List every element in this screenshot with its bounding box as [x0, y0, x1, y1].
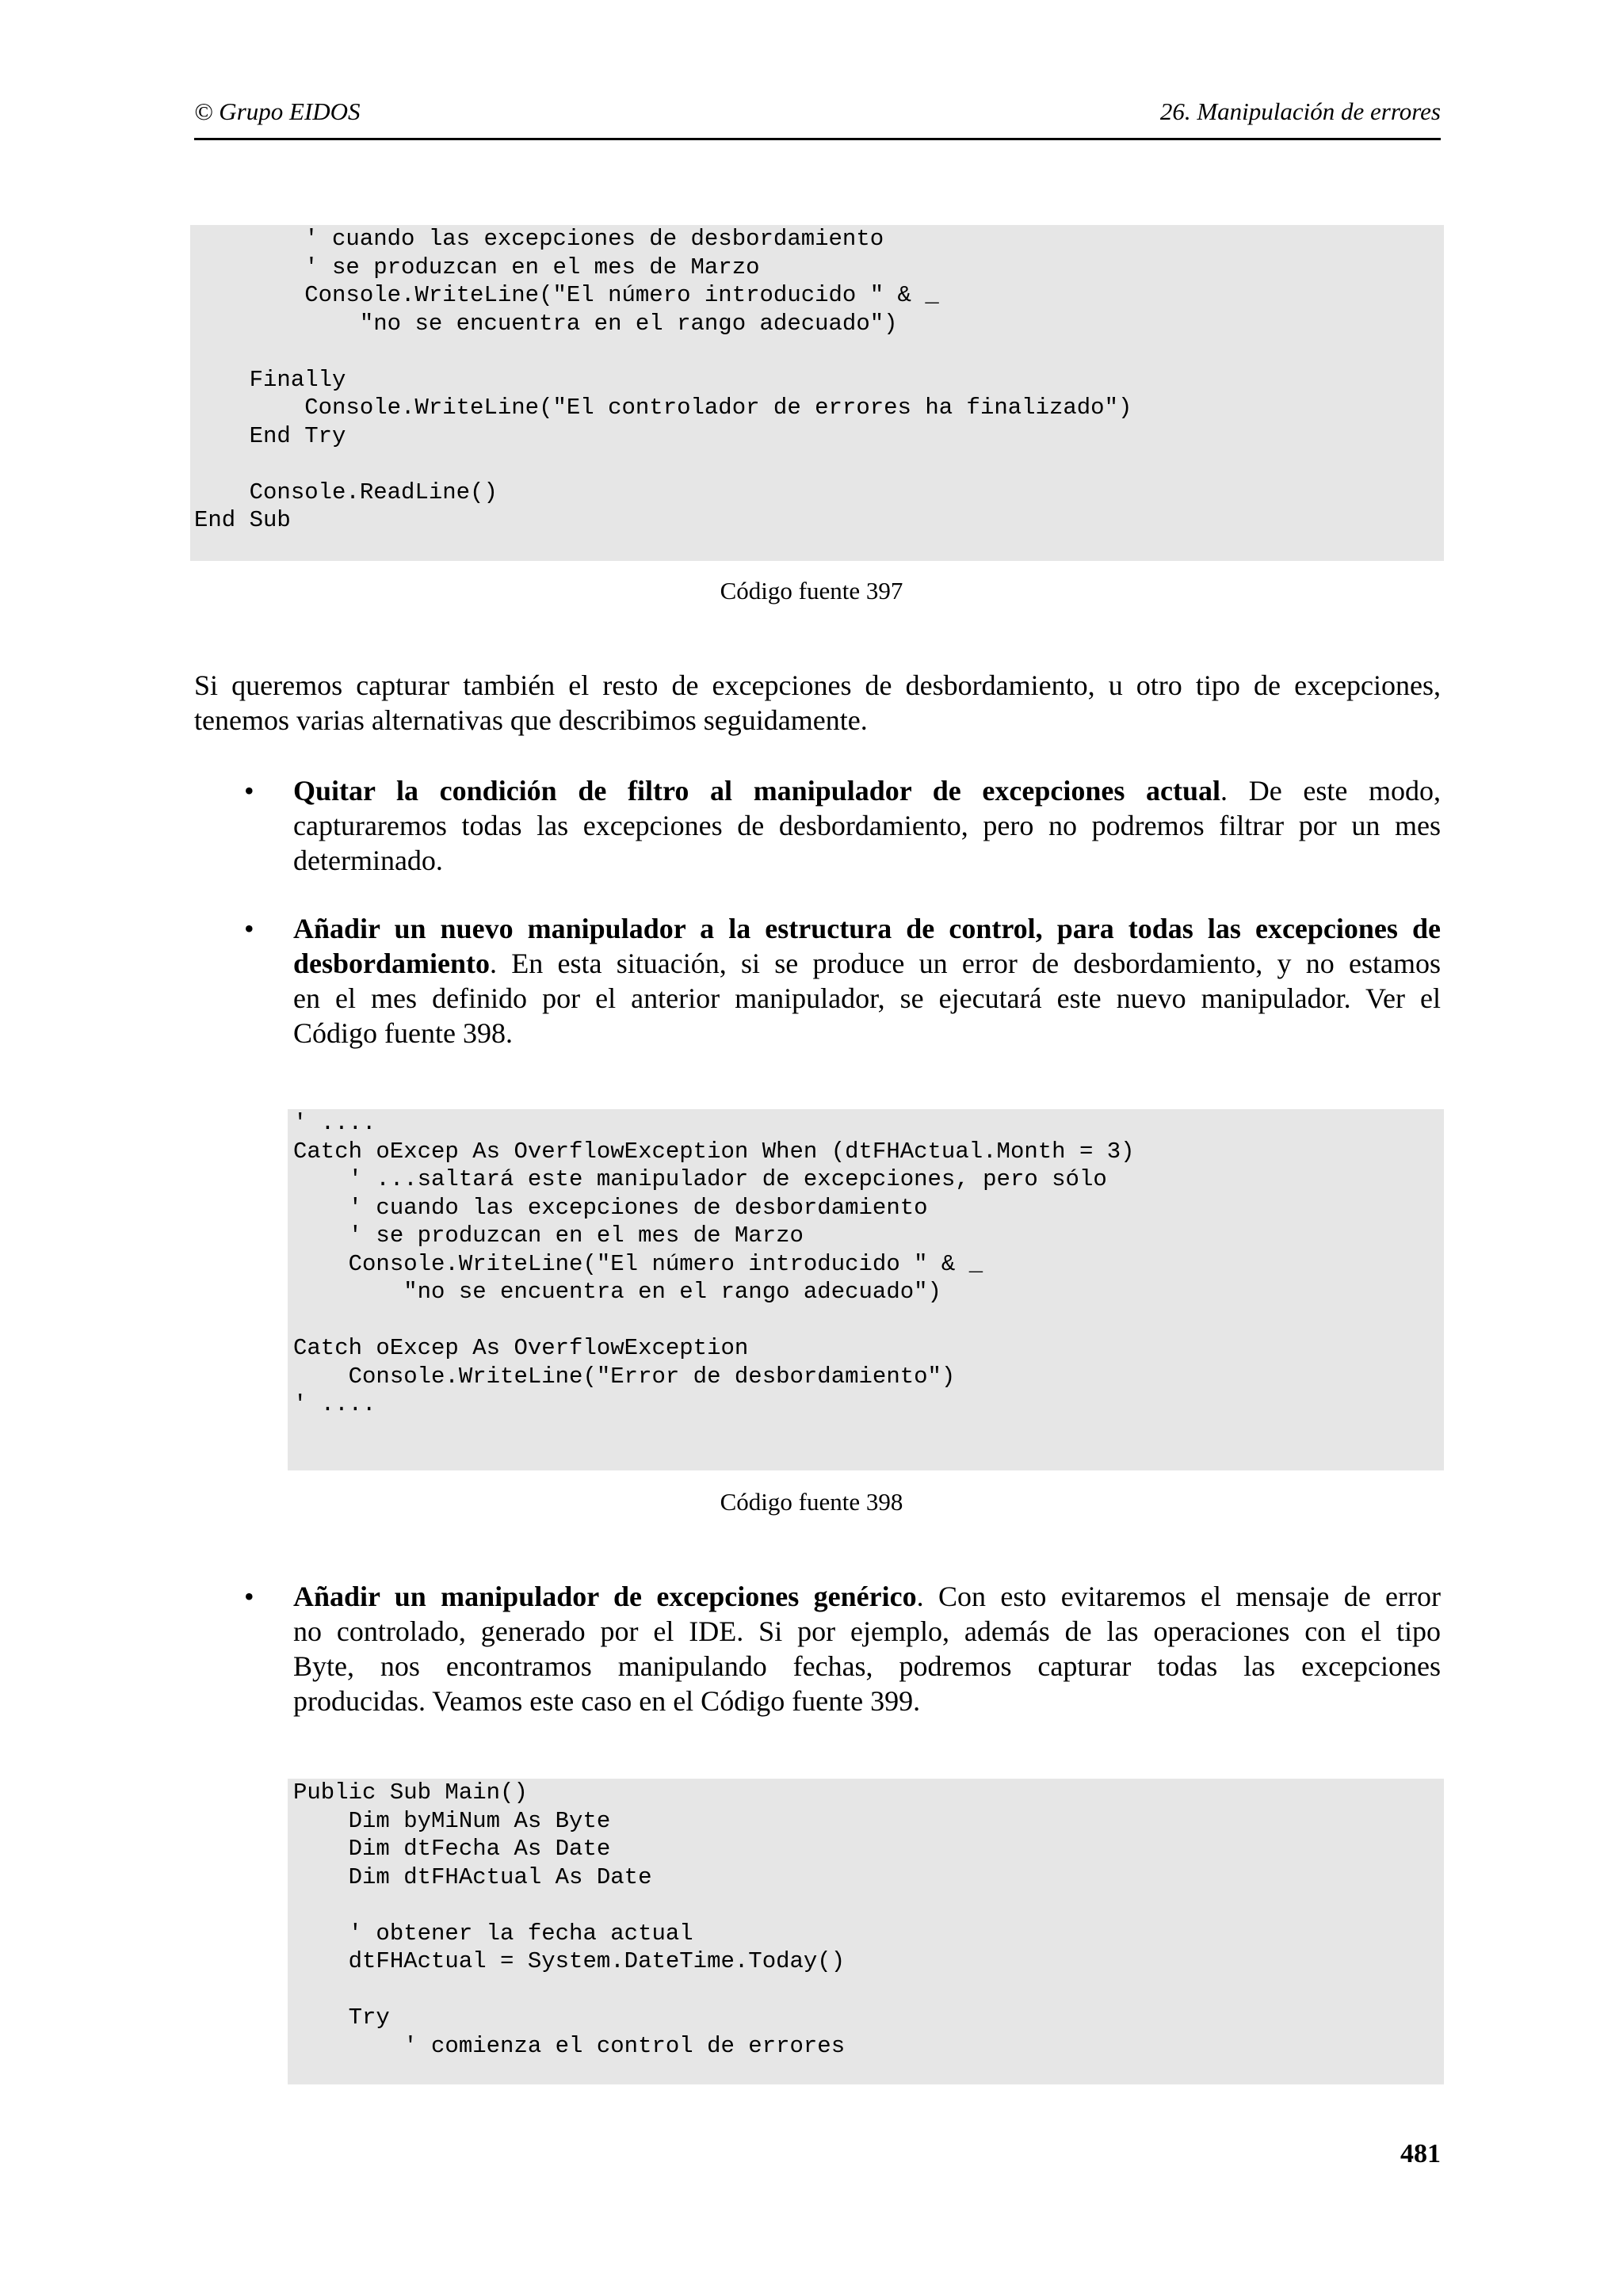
bullet-1-line-1: Quitar la condición de filtro al manipulador de excepciones actual. De este modo, — [293, 775, 1441, 807]
header-publisher: © Grupo EIDOS — [194, 97, 361, 125]
bullet-3-line-1: Añadir un manipulador de excepciones genérico. Con esto evitaremos el mensaje de error — [293, 1581, 1441, 1612]
bullet-3-bold: Añadir un manipulador de excepciones genérico — [293, 1581, 917, 1612]
intro-line-1: Si queremos capturar también el resto de excepciones de desbordamiento, u otro tipo de excepciones, — [194, 669, 1441, 701]
page-header — [194, 93, 1441, 140]
bullet-2-marker: • — [244, 913, 254, 944]
header-chapter-title: 26. Manipulación de errores — [1159, 97, 1441, 125]
code-block-399: Public Sub Main() Dim byMiNum As Byte Dim dtFecha As Date Dim dtFHActual As Date ' obtener la fecha actual dtFHActual = System.DateTime.Today() Try ' comienza el control de errores — [288, 1779, 1444, 2084]
intro-line-2: tenemos varias alternativas que describimos seguidamente. — [194, 704, 868, 736]
bullet-1-line-3: determinado. — [293, 845, 443, 876]
bullet-1-line-2: capturaremos todas las excepciones de desbordamiento, pero no podremos filtrar por un mes — [293, 810, 1441, 841]
bullet-3-line-2: no controlado, generado por el IDE. Si por ejemplo, además de las operaciones con el tipo — [293, 1615, 1441, 1647]
caption-397: Código fuente 397 — [720, 577, 903, 605]
page-number: 481 — [1400, 2139, 1441, 2168]
bullet-3-marker: • — [244, 1581, 254, 1612]
bullet-3-text — [293, 1579, 1441, 1718]
code-block-398: ' .... Catch oExcep As OverflowException When (dtFHActual.Month = 3) ' ...saltará este manipulador de excepciones, pero sólo ' cuando las excepciones de desbordamiento ' se produzcan en el mes de Marzo Console.WriteLine("El número introducido " & _ "no se encuentra en el rango adecuado") Catch oExcep As OverflowException Console.WriteLine("Error de desbordamiento") ' .... — [288, 1109, 1444, 1470]
bullet-2-bold-2: desbordamiento — [293, 948, 491, 979]
bullet-1-marker: • — [244, 775, 254, 807]
bullet-2-line-4: Código fuente 398. — [293, 1017, 513, 1049]
bullet-1-bold: Quitar la condición de filtro al manipulador de excepciones actual — [293, 775, 1221, 807]
bullet-2-line-2: desbordamiento. En esta situación, si se produce un error de desbordamiento, y no estamos — [293, 948, 1441, 979]
caption-398: Código fuente 398 — [720, 1488, 903, 1516]
bullet-2-bold-1: Añadir un nuevo manipulador a la estructura de control, para todas las excepciones de — [293, 913, 1441, 944]
bullet-3-line-3: Byte, nos encontramos manipulando fechas, podremos capturar todas las excepciones — [293, 1650, 1441, 1682]
code-block-397: ' cuando las excepciones de desbordamiento ' se produzcan en el mes de Marzo Console.WriteLine("El número introducido " & _ "no se encuentra en el rango adecuado") Finally Console.WriteLine("El controlador de errores ha finalizado") End Try Console.ReadLine() End Sub — [190, 225, 1444, 561]
bullet-2-text — [293, 911, 1441, 1051]
bullet-2-line-3: en el mes definido por el anterior manipulador, se ejecutará este nuevo manipulador. Ver el — [293, 982, 1441, 1014]
intro-paragraph — [194, 668, 1441, 738]
bullet-1-text — [293, 773, 1441, 878]
bullet-3-line-4: producidas. Veamos este caso en el Código fuente 399. — [293, 1685, 921, 1717]
bullet-2-line-1 — [293, 911, 1441, 946]
